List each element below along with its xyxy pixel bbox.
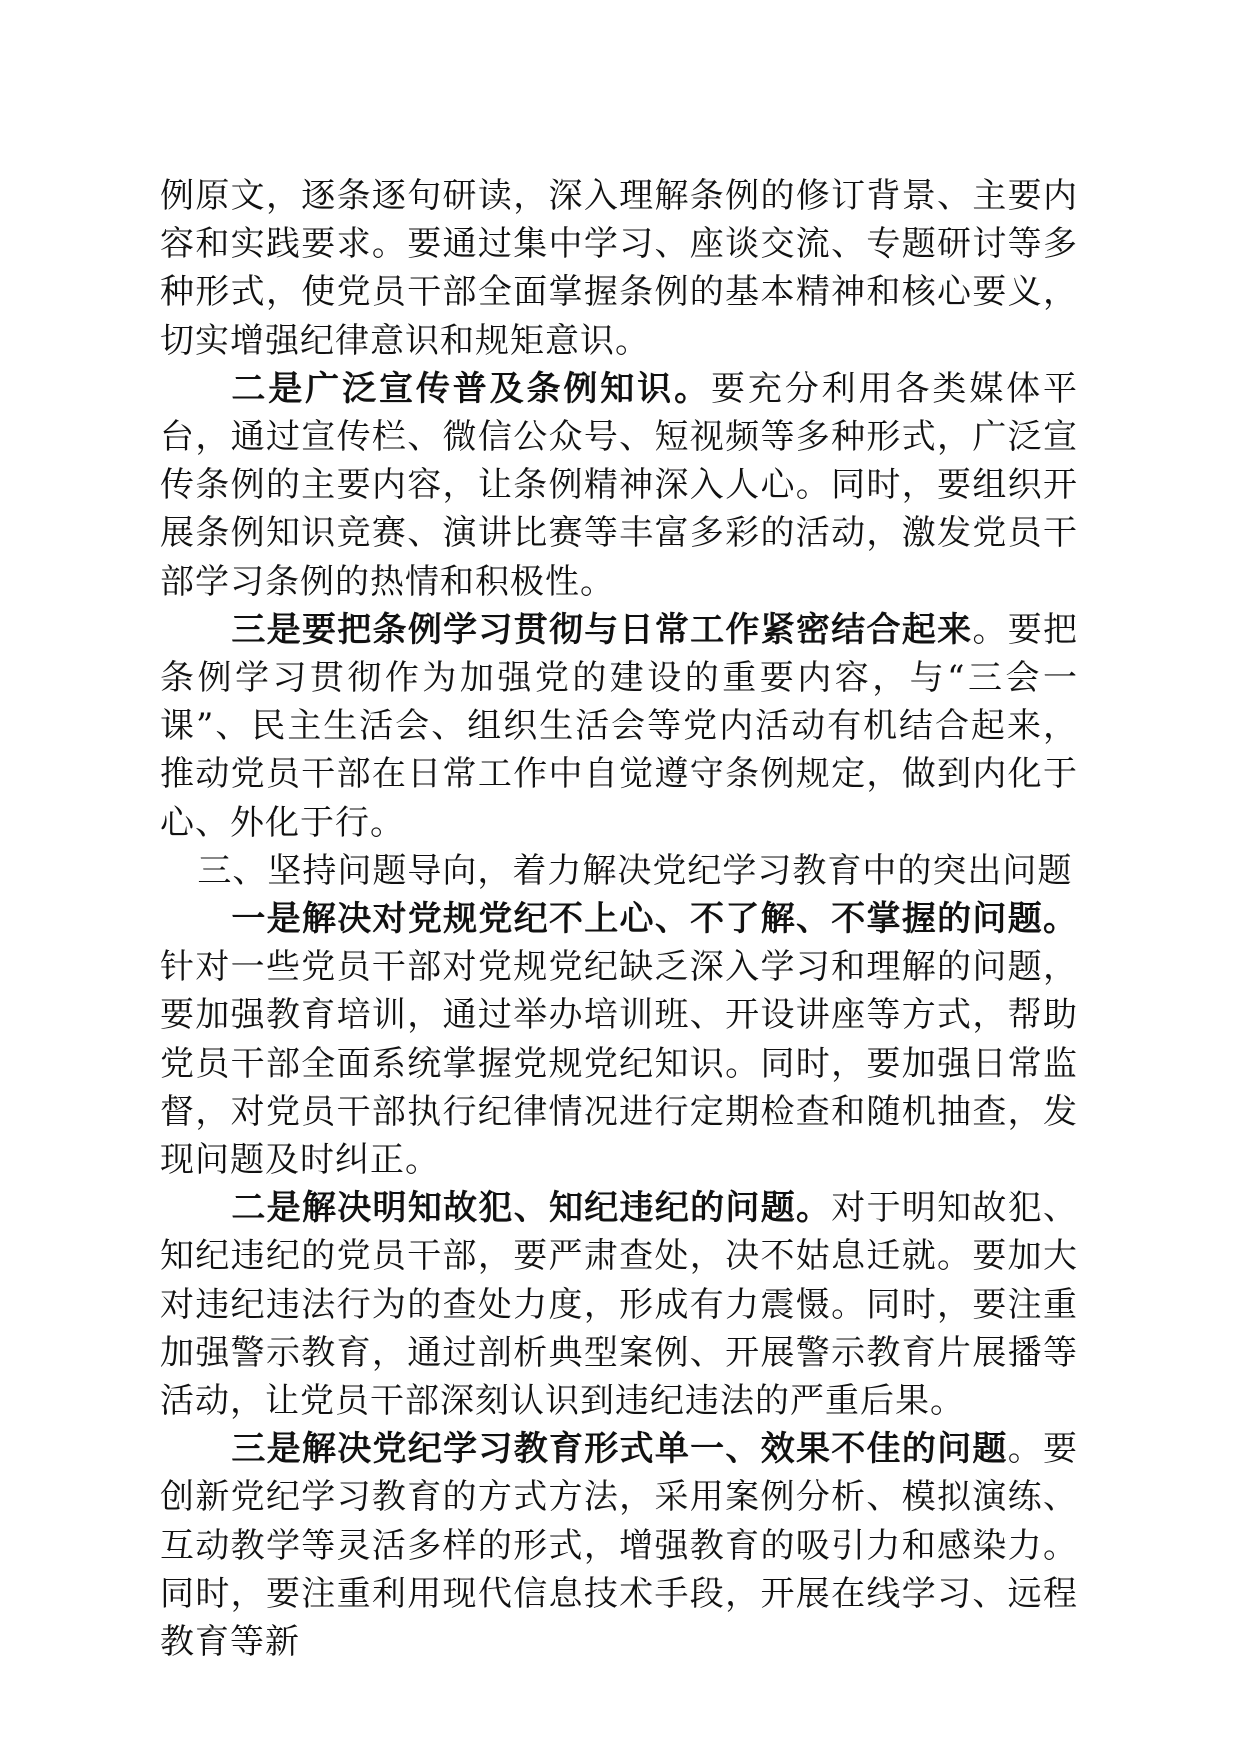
paragraph-body: 要充分利用各类媒体平台，通过宣传栏、微信公众号、短视频等多种形式，广泛宣传条例的主要内容，让条例精神深入人心。同时，要组织开展条例知识竞赛、演讲比赛等丰富多彩的活动，激发党员干部学习条例的热情和积极性。 (160, 368, 1079, 602)
paragraph-lead: 三是解决党纪学习教育形式单一、效果不佳的问题 (231, 1429, 1008, 1470)
paragraph-lead: 三是要把条例学习贯彻与日常工作紧密结合起来 (231, 609, 973, 650)
paragraph-body: 对于明知故犯、知纪违纪的党员干部，要严肃查处，决不姑息迁就。要加大对违纪违法行为的查处力度，形成有力震慑。同时，要注重加强警示教育，通过剖析典型案例、开展警示教育片展播等活动，让党员干部深刻认识到违纪违法的严重后果。 (160, 1188, 1079, 1422)
paragraph-body: 例原文，逐条逐句研读，深入理解条例的修订背景、主要内容和实践要求。要通过集中学习、座谈交流、专题研讨等多种形式，使党员干部全面掌握条例的基本精神和核心要义，切实增强纪律意识和规矩意识。 (160, 176, 1078, 361)
document-page (160, 172, 1078, 1666)
paragraph-body: 针对一些党员干部对党规党纪缺乏深入学习和理解的问题，要加强教育培训，通过举办培训班、开设讲座等方式，帮助党员干部全面系统掌握党规党纪知识。同时，要加强日常监督，对党员干部执行纪律情况进行定期检查和随机抽查，发现问题及时纠正。 (160, 947, 1078, 1181)
paragraph-lead: 二是广泛宣传普及条例知识。 (231, 368, 711, 409)
section-heading: 三、坚持问题导向，着力解决党纪学习教育中的突出问题 (197, 850, 1073, 891)
paragraph-continuation (160, 172, 1078, 365)
paragraph-integration (160, 606, 1078, 847)
paragraph-body: 。要创新党纪学习教育的方式方法，采用案例分析、模拟演练、互动教学等灵活多样的形式，增强教育的吸引力和感染力。同时，要注重利用现代信息技术手段，开展在线学习、远程教育等新 (160, 1429, 1079, 1663)
paragraph-body: 。要把条例学习贯彻作为加强党的建设的重要内容，与“三会一课”、民主生活会、组织生活会等党内活动有机结合起来，推动党员干部在日常工作中自觉遵守条例规定，做到内化于心、外化于行。 (160, 609, 1079, 843)
paragraph-problem-two (160, 1184, 1078, 1425)
paragraph-publicity (160, 365, 1078, 606)
paragraph-lead: 二是解决明知故犯、知纪违纪的问题。 (231, 1188, 832, 1229)
paragraph-lead: 一是解决对党规党纪不上心、不了解、不掌握的问题。 (231, 899, 1078, 940)
paragraph-problem-three (160, 1425, 1078, 1666)
paragraph-problem-one (160, 895, 1078, 1184)
